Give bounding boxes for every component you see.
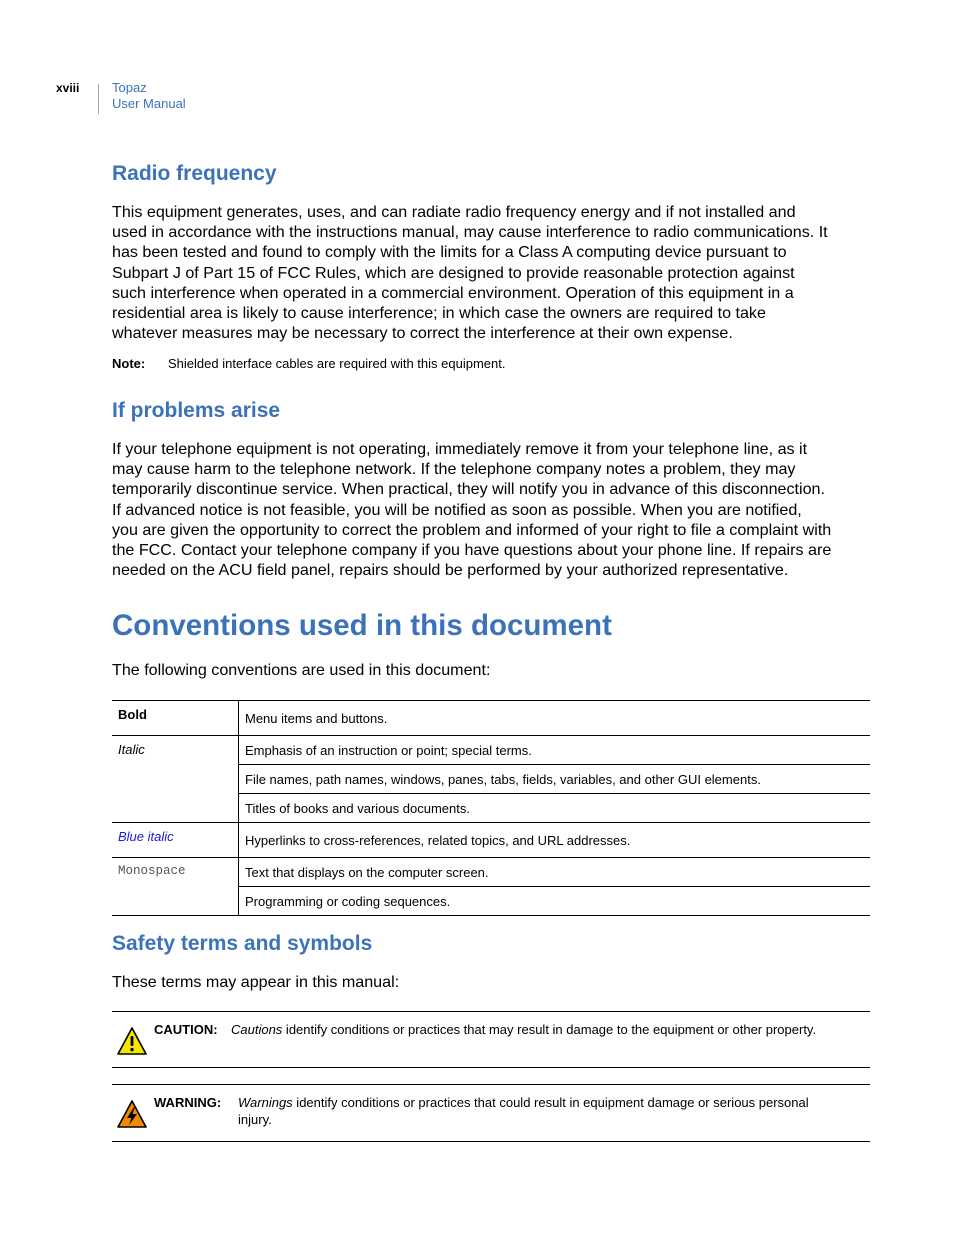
warning-lead: Warnings bbox=[238, 1095, 293, 1110]
text-line: used in accordance with the instructions manual, may cause interference to radio communications. It bbox=[112, 223, 828, 242]
safety-heading: Safety terms and symbols bbox=[112, 932, 373, 955]
conventions-table bbox=[112, 700, 870, 916]
warning-label: WARNING: bbox=[154, 1095, 222, 1110]
warning-rest: identify conditions or practices that could result in equipment damage or serious personal bbox=[292, 1095, 809, 1110]
note bbox=[112, 356, 505, 371]
text-line: residential area is likely to cause interference; in which case the owners are required to take bbox=[112, 304, 766, 323]
text-line: Subpart J of Part 15 of FCC Rules, which are designed to provide reasonable protection against bbox=[112, 263, 795, 282]
caution-description bbox=[231, 1021, 816, 1038]
term-cell: Bold bbox=[112, 701, 239, 736]
description-cell: File names, path names, windows, panes, tabs, fields, variables, and other GUI elements. bbox=[239, 765, 871, 794]
text-line: may cause harm to the telephone network. If the telephone company notes a problem, they may bbox=[112, 460, 796, 479]
caution-rest: identify conditions or practices that may result in damage to the equipment or other property. bbox=[282, 1022, 817, 1037]
header-divider bbox=[98, 84, 99, 114]
header-subtitle: User Manual bbox=[112, 96, 186, 111]
note-label: Note: bbox=[112, 356, 146, 371]
conventions-heading: Conventions used in this document bbox=[112, 609, 612, 642]
table-row bbox=[112, 823, 870, 858]
text-line: you are given the opportunity to correct the problem and informed of your right to file a complaint with bbox=[112, 520, 832, 539]
description-cell: Text that displays on the computer screen. bbox=[239, 858, 871, 887]
term-cell: Blue italic bbox=[112, 823, 239, 858]
caution-label: CAUTION: bbox=[154, 1022, 218, 1037]
text-line: If your telephone equipment is not operating, immediately remove it from your telephone line, as it bbox=[112, 440, 808, 458]
description-cell: Emphasis of an instruction or point; special terms. bbox=[239, 736, 871, 765]
text-line: temporarily discontinue service. When practical, they will notify you in advance of this disconnection. bbox=[112, 480, 825, 499]
warning-box bbox=[112, 1084, 870, 1142]
table-row bbox=[112, 858, 870, 887]
table-row bbox=[112, 701, 870, 736]
caution-box bbox=[112, 1011, 870, 1068]
warning-description bbox=[238, 1094, 866, 1128]
description-cell: Menu items and buttons. bbox=[239, 701, 871, 736]
description-cell: Programming or coding sequences. bbox=[239, 887, 871, 916]
radio-frequency-paragraph bbox=[112, 202, 872, 343]
term-cell: Italic bbox=[112, 736, 239, 823]
warning-rest-line2: injury. bbox=[238, 1112, 272, 1127]
term-cell: Monospace bbox=[112, 858, 239, 916]
caution-lead: Cautions bbox=[231, 1022, 283, 1037]
conventions-intro: The following conventions are used in this document: bbox=[112, 661, 491, 679]
note-text: Shielded interface cables are required with this equipment. bbox=[168, 356, 506, 371]
page-number: xviii bbox=[56, 81, 80, 95]
text-line: the FCC. Contact your telephone company if you have questions about your phone line. If repairs are bbox=[112, 541, 832, 560]
safety-intro: These terms may appear in this manual: bbox=[112, 973, 400, 991]
text-line: This equipment generates, uses, and can radiate radio frequency energy and if not installed and bbox=[112, 203, 796, 221]
problems-paragraph bbox=[112, 439, 872, 580]
problems-heading: If problems arise bbox=[112, 399, 281, 422]
description-cell: Hyperlinks to cross-references, related topics, and URL addresses. bbox=[239, 823, 871, 858]
text-line: has been tested and found to comply with the limits for a Class A computing device pursuant to bbox=[112, 243, 787, 262]
header-title: Topaz bbox=[112, 80, 147, 95]
text-line: whatever measures may be necessary to correct the interference at their own expense. bbox=[112, 324, 733, 343]
radio-frequency-heading: Radio frequency bbox=[112, 162, 277, 185]
text-line: such interference when operated in a commercial environment. Operation of this equipment in a bbox=[112, 283, 794, 302]
text-line: needed on the ACU field panel, repairs should be performed by your authorized representative. bbox=[112, 561, 789, 580]
description-cell: Titles of books and various documents. bbox=[239, 794, 871, 823]
warning-lightning-icon bbox=[116, 1099, 148, 1134]
caution-triangle-icon bbox=[116, 1026, 148, 1061]
table-row bbox=[112, 736, 870, 765]
text-line: If advanced notice is not feasible, you will be notified as soon as possible. When you are notified, bbox=[112, 500, 802, 519]
